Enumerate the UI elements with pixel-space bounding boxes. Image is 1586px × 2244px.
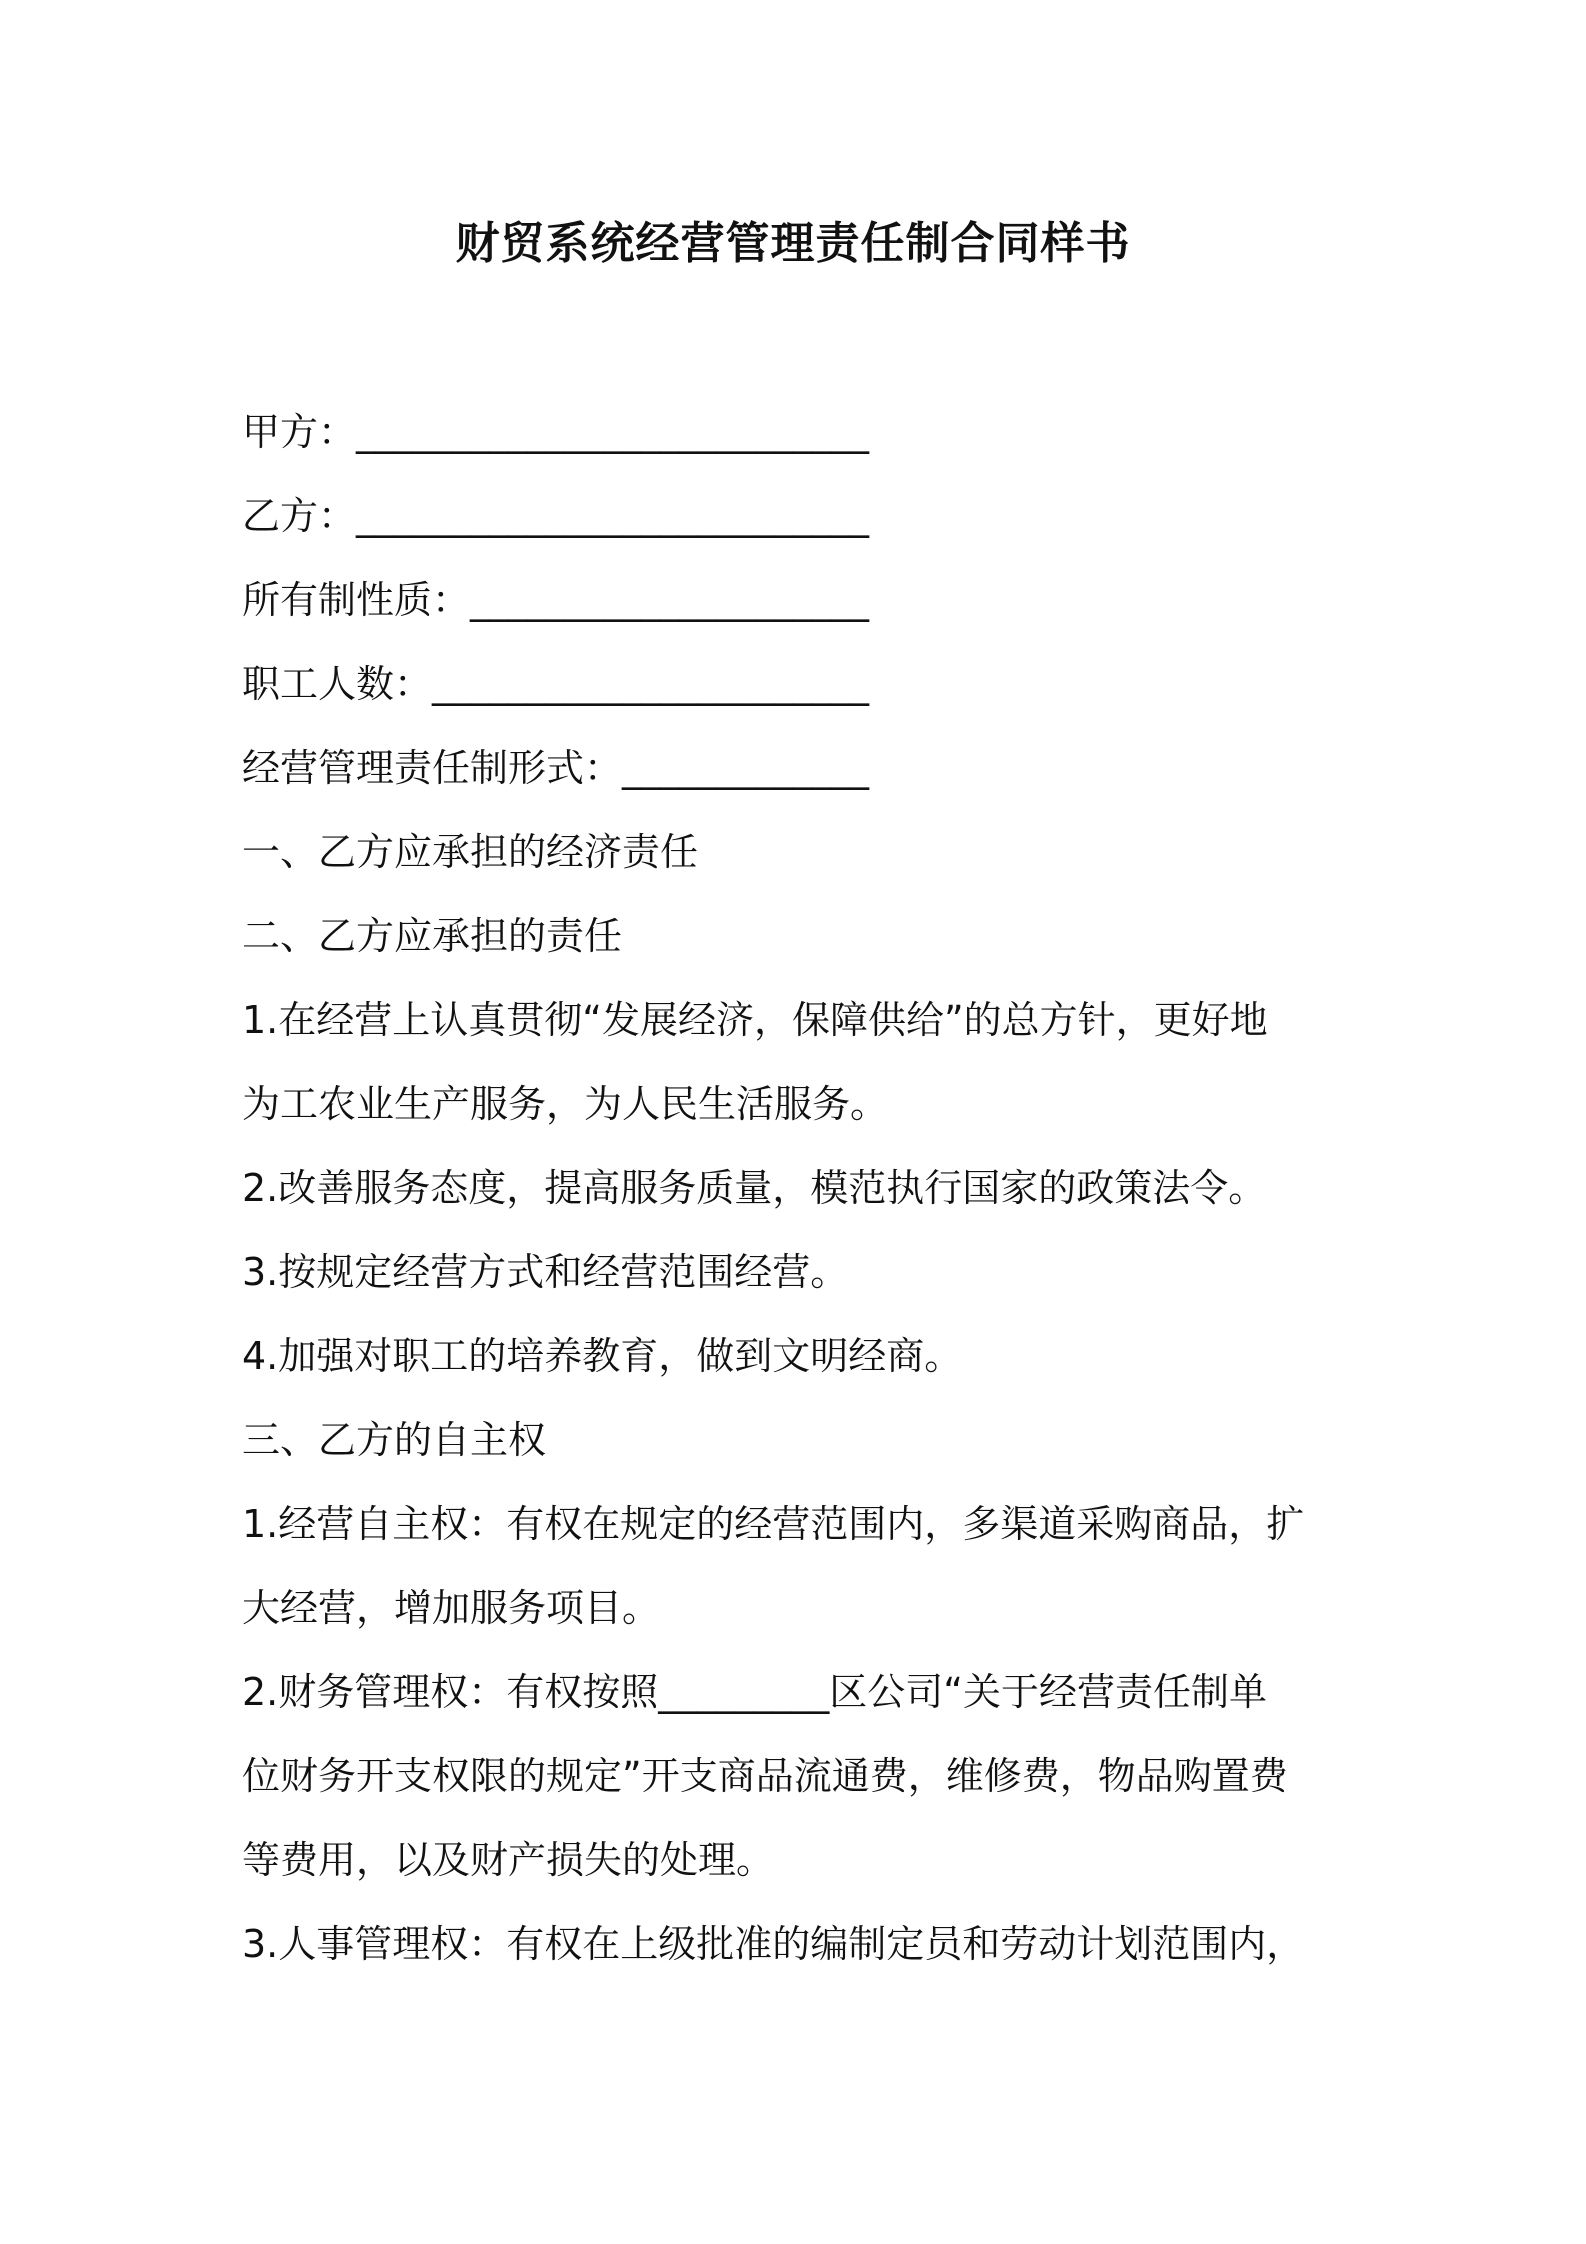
- body-line: 1.经营自主权：有权在规定的经营范围内，多渠道采购商品，扩: [242, 1502, 1305, 1546]
- body-line: 4.加强对职工的培养教育，做到文明经商。: [242, 1334, 963, 1378]
- document-title: 财贸系统经营管理责任制合同样书: [455, 218, 1131, 269]
- body-line: 位财务开支权限的规定”开支商品流通费，维修费，物品购置费: [242, 1754, 1288, 1798]
- body-line: 2.财务管理权：有权按照_________区公司“关于经营责任制单: [242, 1670, 1267, 1714]
- section-heading: 三、乙方的自主权: [242, 1418, 547, 1462]
- body-line: 等费用，以及财产损失的处理。: [242, 1838, 775, 1882]
- section-heading: 一、乙方应承担的经济责任: [242, 830, 699, 874]
- body-line: 2.改善服务态度，提高服务质量，模范执行国家的政策法令。: [242, 1166, 1267, 1210]
- body-line: 大经营，增加服务项目。: [242, 1586, 661, 1630]
- body-line: 为工农业生产服务，为人民生活服务。: [242, 1082, 889, 1126]
- party-b-line: 乙方：___________________________: [242, 494, 870, 538]
- staff-count-line: 职工人数：_______________________: [242, 662, 870, 706]
- body-line: 3.按规定经营方式和经营范围经营。: [242, 1250, 849, 1294]
- body-line: 3.人事管理权：有权在上级批准的编制定员和劳动计划范围内，: [242, 1922, 1305, 1966]
- body-line: 1.在经营上认真贯彻“发展经济，保障供给”的总方针，更好地: [242, 998, 1268, 1042]
- ownership-line: 所有制性质：_____________________: [242, 578, 870, 622]
- party-a-line: 甲方：___________________________: [242, 410, 870, 454]
- responsibility-form-line: 经营管理责任制形式：_____________: [242, 746, 870, 790]
- section-heading: 二、乙方应承担的责任: [242, 914, 623, 958]
